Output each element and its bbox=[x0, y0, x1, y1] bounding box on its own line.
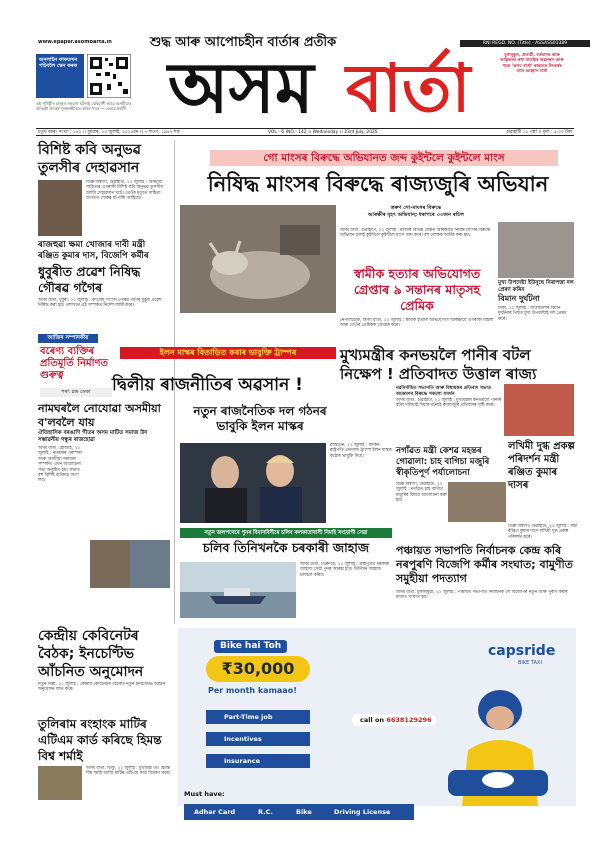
ad-call[interactable] bbox=[352, 714, 436, 726]
husband-headline[interactable]: স্বামীক হত্যাৰ অভিযোগত গ্ৰেপ্তাৰ ৯ সন্তানৰ মাতৃসহ প্ৰেমিক bbox=[353, 266, 481, 313]
yunus-body: ঢাকা, ২২ জুলাই : বাংলাদেশৰ বিমান দুৰ্ঘটনাৰ পিছত মুখ্য উপদেষ্টাই দল প্ৰেৰণ কৰে। bbox=[498, 306, 567, 322]
ad-call-label: call on bbox=[360, 716, 385, 724]
ad-per-month: Per month kamaao! bbox=[208, 686, 297, 695]
poet-body: ডিব্ৰু বিশ্বাসী, গুৱাহাটী, ২২ জুলাই : অসমীয়া সাহিত্যৰ এগৰাকী বিশিষ্ট কবি অনুভৱ তুলসীৰ আজি দেহাৱসান ঘটে। তেওঁৰ মৃত্যুত সাহিত্য জগতত শোকৰ ছাঁ নামি আহিছে। bbox=[86, 180, 163, 202]
poet-headline[interactable]: বিশিষ্ট কবি অনুভৱ তুলসীৰ দেহাৱসান bbox=[38, 142, 141, 176]
kendriya-headline[interactable]: কেন্দ্ৰীয় কেবিনেটৰ বৈঠক; ইনচেণ্টিভ আঁচনিত অনুমোদন bbox=[38, 628, 144, 680]
namghar-headline[interactable]: নামঘৰলৈ নোযোৱা অসমীয়া ব'লবলৈ যায় bbox=[38, 402, 161, 429]
gaurav-headline[interactable]: ধুবুৰীত প্ৰৱেশ নিষিদ্ধ গৌৰৱ গগৈৰ bbox=[38, 264, 141, 295]
newspaper-title bbox=[168, 46, 471, 129]
namghar-subhead: ঐতিহাসিক বৰঙাণি গীতৰ অসম মাটিত সমাজ উদ সম্ভাৱনীয় গন্ধুৰ ৰাজহোৱা bbox=[38, 430, 148, 443]
lead-body: অসম বাৰ্তা, গুৱাহাটী, ২২ জুলাই : ৰাজ্যৰ বিভিন্ন প্ৰান্তত আৰক্ষীয়ে নিষিদ্ধ মাংসৰ বিৰুদ্ধে অভিযান চলাই কুইন্টলে কুইন্টলে মাংস জব্দ কৰে। বহু লোকক আটক কৰা হয়। bbox=[340, 228, 491, 239]
ship-headline[interactable]: চলিব তিনিখনকৈ চৰকাৰী জাহাজ bbox=[202, 540, 370, 555]
namghar-photo-2 bbox=[130, 540, 170, 588]
ship-photo bbox=[180, 562, 296, 618]
dateline-bar bbox=[36, 128, 574, 136]
qr-code-icon[interactable] bbox=[87, 54, 131, 98]
regn-number: RNI REGD. NO. (Title) - ASSASS01389 bbox=[460, 40, 590, 47]
dateline-right: গুৱাহাটী ১২ পৃষ্ঠা ।। মূল্য : ৫.০০ টকা bbox=[506, 130, 572, 135]
tuliram-photo bbox=[38, 766, 82, 800]
ad-doc-bike: Bike bbox=[296, 808, 312, 816]
milk-headline[interactable]: লখিমী দুগ্ধ প্ৰকল্প পৰিদৰ্শন মন্ত্ৰী ৰঞ্জিত কুমাৰ দাসৰ bbox=[508, 441, 575, 491]
tea-photo bbox=[448, 482, 506, 522]
right-promo: যুগানুকূল, প্ৰত্যয়ী, বৰ্তমানৰ আৰু ভাৱিষতৰ কথা বাতৰিৰ অৱলম্বন আৰু পঢ়ক 'অসম বাৰ্তা' কাকতত উৎকৰ্ষৰ বাবে আহ্বান বাৰ্তা bbox=[500, 52, 564, 74]
ad-option-incentives: Incentives bbox=[206, 732, 310, 746]
husband-body: নেপালচৌক, অসম বাৰ্তা, ২২ জুলাই : স্বামীক হত্যাৰ অভিযোগত আৰক্ষীয়ে এগৰাকী মহিলা আৰু তেওঁৰ প্ৰেমিকক গ্ৰেপ্তাৰ কৰে। bbox=[340, 318, 494, 329]
lead-headline[interactable]: নিষিদ্ধ মাংসৰ বিৰুদ্ধে ৰাজ্যজুৰি অভিযান bbox=[207, 172, 549, 196]
ad-doc-rc: R.C. bbox=[258, 808, 273, 816]
ad-brand: capsride bbox=[488, 643, 556, 659]
title-barta: বাৰ্তা bbox=[346, 49, 471, 127]
trump-musk-photo bbox=[180, 443, 326, 523]
tea-headline[interactable]: নগাঁৱত মন্ত্ৰী কেশৱ মহন্তৰ গোৱালা: চাহ বাগিচা মজুৰি স্বীকৃতিপূৰ্ণ পৰ্যালোচনা bbox=[396, 446, 490, 478]
website[interactable]: www.epaper.asombarta.in bbox=[38, 40, 112, 45]
poet-photo bbox=[38, 180, 82, 236]
title-asom: অসম bbox=[168, 46, 314, 129]
dateline-mid: VOL - 6 ।NO - 142 ।। Wednesday ।। 23rd July, 2025 bbox=[268, 130, 378, 135]
tuliram-body: অসম বাৰ্তা, ডিফু, ২২ জুলাই : মুখ্যমন্ত্ৰী ড০ হিমন্ত বিশ্ব শৰ্মাই আজি মাটিৰ এটিএম কাৰ্ড বিতৰণ কৰে। bbox=[86, 766, 171, 777]
panch-headline[interactable]: পঞ্চায়ত সভাপতি নিৰ্বাচনক কেন্দ্ৰ কৰি নৰপুৰণি বিজেপি কৰ্মীৰ সংঘাত; বামুণীত সমুহীয়া পদত্যাগ bbox=[396, 544, 573, 585]
dateline-left: চতুৰ্থ বছৰ। সংখ্যা : ১৪২ ।। বুধবাৰ, ২৩ জুলাই, ২০২৫চন ।। ৭ শাওণ, ১৯৪৭ শক bbox=[38, 130, 180, 135]
ship-body: অসম বাৰ্তা, ডিব্ৰুগড়, ২২ জুলাই : ব্ৰহ্মপুত্ৰত চৰকাৰী জাহাজ সেৱা পুনৰ আৰম্ভ হ'ব। তিনিখন জাহাজ চলাচল কৰিব। bbox=[300, 562, 390, 578]
tea-body: ডিব্ৰু বিশ্বাসী, গুৱাহাটী, ২২ জুলাই : নগাঁৱত চাহ বাগিচা মজুৰিৰ বিষয়ে আলোচনা কৰা হয়। bbox=[396, 482, 447, 504]
ad-amount: ₹30,000 bbox=[206, 656, 310, 682]
minister-headline[interactable]: ৰাজহুৱা ক্ষমা খোজাৰ দাবী মন্ত্ৰী ৰঞ্জিত কুমাৰ দাস, বিজেপি কৰ্মীৰ bbox=[38, 240, 149, 261]
ilon-banner: ইলন মাস্কৰ বিতাড়িত কৰাৰ ভাবুক্তি ট্ৰাম্পৰ bbox=[120, 347, 336, 359]
editorial-tag: আজিৰ সম্পাদকীয় bbox=[38, 334, 98, 343]
tagline: শুদ্ধ আৰু আপোচহীন বাৰ্তাৰ প্ৰতীক bbox=[150, 35, 337, 50]
ad-must-have: Must have: bbox=[184, 790, 225, 798]
yunus-caption: মুখ্য উপদেষ্টা ইউনুছে নিৰাপত্তা দল প্ৰেৰণ কৰিব bbox=[498, 280, 574, 293]
ship-banner: নতুন জলপথেৰে পুনৰ বিমানবিনীৰে চলিব কলকাতাবাসী নিমাই সংযোগী সেৱা bbox=[180, 528, 392, 538]
ad-option-insurance: Insurance bbox=[206, 754, 310, 768]
tuliram-headline[interactable]: তুলিৰাম ৰংহাংক মাটিৰ এটিএম কাৰ্ড কৰিছে হিমন্ত বিশ্ব শৰ্মাই bbox=[38, 717, 162, 763]
namghar-body: অসম বাৰ্তা, হোজাই, ২২ জুলাই : নামঘৰৰ পৰম্পৰা আৰু অসমীয়া সমাজৰ সম্পৰ্কত এখন আলোচনা সভা অনুষ্ঠিত হয়। সভাত বহু বিশিষ্ট ব্যক্তিয়ে অংশ লয়। bbox=[38, 446, 82, 484]
newparty-headline[interactable]: নতুন ৰাজনৈতিক দল গঠনৰ ভাবুকি ইলন মাস্কৰ bbox=[193, 404, 327, 433]
ad-doc-license: Driving License bbox=[334, 808, 391, 816]
cm-headline[interactable]: মুখ্যমন্ত্ৰীৰ কনভয়লৈ পানীৰ বটল নিক্ষেপ ! প্ৰতিবাদত উত্তাল ৰাজ্য bbox=[340, 346, 537, 383]
lead-sub1: তৰুণ সো-মাংসৰ বিৰুদ্ধে bbox=[390, 205, 442, 211]
yunus-headline[interactable]: বিমান দুৰ্ঘটনা bbox=[498, 294, 540, 303]
cm-subhead: নৱনিৰ্বাচিত সভাপতি আৰু বিধায়কৰ প্ৰতিবাদ সভাত আক্ৰমণৰ বিৰুদ্ধে সকলো সমৰ্থন bbox=[396, 386, 492, 397]
gaurav-body: অসম বাৰ্তা, ধুবুৰী, ২২ জুলাই : কংগ্ৰেছ সাংসদ গৌৰৱ গগৈৰ ধুবুৰী প্ৰৱেশ নিষিদ্ধ কৰা হয়। প্ৰশাসনে এই সম্পৰ্কত নিৰ্দেশ জাৰি কৰে। bbox=[38, 298, 162, 309]
cattle-photo bbox=[180, 205, 336, 313]
qr-caption: অনলাইন কাকতখন পঢ়িবলৈ স্কেন কৰক bbox=[36, 54, 84, 98]
kicker: গো মাংসৰ বিৰুদ্ধে অভিযানত জব্দ কুইন্টলে কুইন্টলে মাংস bbox=[210, 150, 558, 166]
delhi-headline[interactable]: দ্বিলীয় ৰাজনীতিৰ অৱসান ! bbox=[112, 375, 303, 395]
capsride-ad[interactable] bbox=[178, 628, 576, 852]
cm-body: অসম বাৰ্তা, গুৱাহাটী, ২২ জুলাই : মুখ্যমন্ত্ৰীৰ কনভয়লৈ পানীৰ বটল দলিয়াই দিয়াৰ ঘটনাই ৰাজ্যজুৰি প্ৰতিবাদৰ সৃষ্টি কৰে। bbox=[396, 398, 502, 409]
ad-rider-illustration bbox=[428, 680, 568, 806]
panch-body: অসম বাৰ্তা, মুকালমুৱা, ২২ জুলাই : পঞ্চায়ত সভাপতি নিৰ্বাচনক লৈ বিজেপিৰ নতুন আৰু পুৰণি কৰ্মীৰ মাজত সংঘাত হয়। bbox=[396, 590, 568, 601]
protest-photo bbox=[504, 384, 574, 436]
masthead-quote: এই পৃথিৱীৰ মানুহৰ সকলো ঘটনাই বেহিচাপী ভাবে অসমীয়াৰ প্ৰতিটো উৎকৰ্ষ পুনৰুজ্জীৱিত কৰিব পাৰে — একাত্ৰ ইশ্বাৰী bbox=[36, 101, 132, 111]
lead-sub2: আৰক্ষীৰ বৃহৎ অভিযান; ধৰাপৰে ৩৩জন ৰচিল bbox=[368, 212, 464, 218]
ad-brand-sub: BIKE TAXI bbox=[518, 660, 542, 666]
ad-bike-hai-toh: Bike hai Toh bbox=[214, 640, 287, 653]
trump-body: ৱাশ্বিংটন, ২২ জুলাই : মাৰ্কিন ৰাষ্ট্ৰপতি ডোনাল্ড ট্ৰাম্পে ইলন মাস্কক কঠোৰ ভাবুকি দিয়ে। bbox=[330, 443, 392, 459]
kendriya-body: নতুন দিল্লী, ২২ জুলাই : কেন্দ্ৰীয় কেবিনেটৰ বৈঠকত নতুন ইনচেণ্টিভ আঁচনি অনুমোদন লাভ কৰে। bbox=[38, 682, 166, 693]
ad-phone[interactable]: 6638129296 bbox=[386, 716, 432, 724]
yunus-photo bbox=[498, 222, 574, 278]
milk-body: ডিব্ৰু বিশ্বাসী, গুৱাহাটী, ২২ জুলাই : মন্ত্ৰী ৰঞ্জিত কুমাৰ দাসে লখিমী দুগ্ধ প্ৰকল্প পৰিদৰ্শন কৰে। bbox=[508, 524, 578, 540]
ad-doc-adhar: Adhar Card bbox=[194, 808, 236, 816]
editorial-headline[interactable]: বৰেণ্য ব্যক্তিৰ প্ৰতিমূৰ্তি নিৰ্মাণত গুৰুত্ব bbox=[40, 346, 109, 381]
editorial-author: শৰৎ চন্দ্ৰ ডেকা bbox=[40, 388, 112, 397]
ad-option-parttime: Part-Time job bbox=[206, 710, 310, 724]
ad-docs-bar bbox=[184, 804, 414, 820]
namghar-photo bbox=[90, 540, 130, 588]
